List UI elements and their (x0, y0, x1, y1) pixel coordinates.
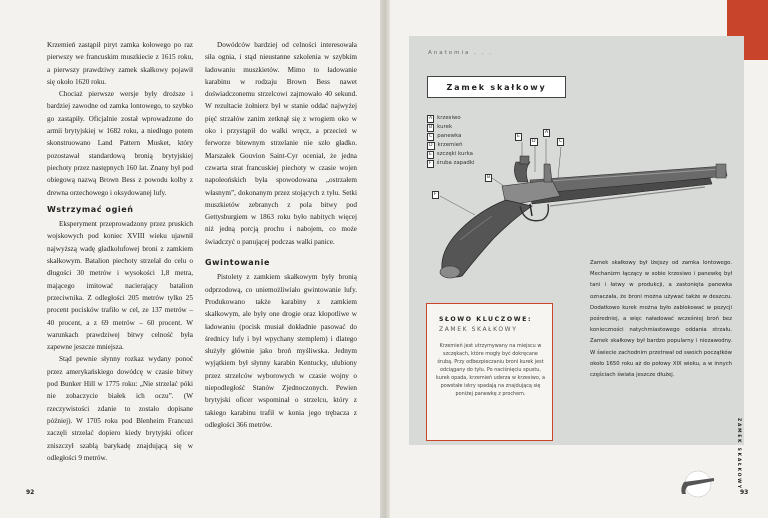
book-gutter (380, 0, 390, 518)
keyword-title: SŁOWO KLUCZOWE: (439, 316, 533, 323)
col1-para-3: Eksperyment przeprowadzony przez pruskich wojskowych pod koniec XVIII wieku ujawnił najwyższą wadę gładkolufowej broni z zamkiem skałkowym. Batalion piechoty strzelał do celu o długości 30 metrów i wysokości 1,8 metra, mającego imitować nacierający batalion przeciwnika. Z odległości 205 metrów tylko 25 procent pocisków trafiło w cel, ze 137 metrów – 40 procent, a z 69 metrów – 60 procent. W warunkach prawdziwej bitwy celność była zapewne jeszcze mniejsza. (47, 220, 193, 352)
legend-tag: B (429, 124, 433, 130)
col2-para-1: Dowódców bardziej od celności interesowała siła ognia, i stąd nieustanne szkolenia w szybkim ładowaniu muszkietów. Mimo to ładowanie karabinu w rodzaju Brown Bess nawet doświadczonemu strzelcowi zajmowało 40 sekund. W rezultacie żołnierz był w stanie oddać najwyżej pięć strzałów zanim zetknął się z wrogiem oko w oko i przystąpił do walki wręcz, a przecież w ferworze bitewnym strzelanie nie szło gładko. Marszałek Gouvion Saint-Cyr oceniał, że jedna czwarta strat francuskiej piechoty w czasie wojen napoleońskich była spowodowana „ostrzałem własnym”, dokonanym przez stojących z tyłu. Setki muszkietów zebranych z pola bitwy pod Gettysburgiem w 1863 roku było nabitych więcej niż jedną porcją prochu i nabojem, co może świadczyć o panującej podczas walki panice. (205, 41, 357, 246)
callout-b: B (487, 175, 491, 180)
col1-para-1: Krzemień zastąpił piryt zamka kołowego po raz pierwszy we francuskim muszkiecie z 1615 roku, a pierwszy prawdziwy zamek skałkowy pojawił się około 1620 roku. (47, 41, 193, 86)
illustration-caption: Zamek skałkowy był lżejszy od zamka lontowego. Mechanizm łączący w sobie krzesiwo i panewkę był tani i łatwy w produkcji, a zastonięta panewka oznaczała, że broni można używać także w deszczu. Dodatkowo kurek można było zablokować w pozycji pośredniej, a więc naładować wcześniej broń bez konieczności natychmiastowego oddania strzału. Zamek skałkowy był bardzo popularny i niezawodny. W świecie zachodnim przetrwał od swoich początków około 1650 roku aż do połowy XIX wieku, a w innych częściach świata jeszcze dłużej. (590, 260, 732, 379)
legend-label: kurek (437, 124, 453, 131)
callout-a: A (545, 130, 549, 135)
keyword-box (426, 303, 553, 441)
side-running-title: ZAMEK SKAŁKOWY (736, 418, 741, 490)
col1-para-4: Stąd pewnie słynny rozkaz wydany ponoć przez amerykańskiego dowódcę w czasie bitwy pod Bunker Hill w 1775 roku: „Nie strzelać póki nie zobaczycie białek ich oczu”. (W rzeczywistości zdanie to zostało dopisane później). W 1705 roku pod Blenheim Francuzi zaczęli strzelać dopiero kiedy brytyjski oficer zniszczył szablą barykadę znajdującą się w odległości 9 metrów. (47, 355, 193, 462)
legend-label: szczęki kurka (436, 151, 473, 158)
col2-para-2: Pistolety z zamkiem skałkowym były bronią odprzodową, co uniemożliwiało gwintowanie lufy. Produkowano także karabiny z zamkiem skałkowym, ale były one drogie oraz kłopotliwe w ładowaniu (pocisk musiał dokładnie pasować do średnicy lufy i był wpychany stemplem) i dlatego służyły głównie jako broń myśliwska. Jednym wyjątkiem był słynny karabin Kentucky, ulubiony przez strzelców wyborowych w czasie wojny o niepodległość Stanów Zjednoczonych. Pewien brytyjski oficer wspominał o strzelcu, który z takiego karabinu trafił w konia jego trębacza z odległości 366 metrów. (205, 273, 357, 429)
legend-label: panewka (437, 133, 462, 140)
legend-tag: A (429, 115, 433, 121)
legend-tag: F (429, 161, 432, 167)
callout-e: E (517, 134, 520, 139)
callout-c: C (559, 139, 563, 144)
legend-label: śruba zapadki (436, 160, 475, 167)
callout-f: F (434, 192, 437, 197)
legend-label: krzemień (437, 142, 463, 149)
pistol-thumbnail-icon (674, 470, 722, 498)
col1-heading: Wstrzymać ogień (47, 204, 134, 214)
col2-heading: Gwintowanie (205, 258, 270, 268)
legend-tag: D (429, 142, 433, 148)
callout-d: D (532, 139, 536, 144)
page-number-left: 92 (26, 489, 35, 496)
diagram-title: Zamek skałkowy (427, 76, 566, 98)
page-number-right: 93 (740, 489, 749, 496)
left-column-2 (205, 39, 357, 431)
section-label: Anatomia . . . (428, 50, 493, 56)
keyword-body: Krzemień jest utrzymywany na miejscu w szczękach, które mogły być dokręcane śrubą. Przy odbezpieczaniu broni kurek jest odciągany do tyłu. Po naciśnięciu spustu, kurek opada, krzemień uderza w krzesiwo, a powstałe iskry spadają na znajdującą się poniżej panewkę z prochem. (436, 343, 545, 397)
left-column-1 (47, 39, 193, 464)
legend-tag: E (429, 151, 432, 157)
keyword-subtitle: ZAMEK SKAŁKOWY (439, 326, 518, 333)
legend-label: krzesiwo (437, 115, 461, 121)
legend-tag: C (429, 133, 433, 139)
col1-para-2: Chociaż pierwsze wersje były droższe i bardziej zawodne od zamka lontowego, to szybko go zastąpiły. Oficjalnie został wprowadzone do armii brytyjskiej w 1682 roku, a niedługo potem skonstruowano Land Pattern Musket, który pozostawał standardową bronią brytyjskiej piechoty przez następnych 160 lat. Znany był pod obiegową nazwą Brown Bess z powodu kolby z drewna orzechowego i oksydowanej lufy. (47, 90, 193, 197)
